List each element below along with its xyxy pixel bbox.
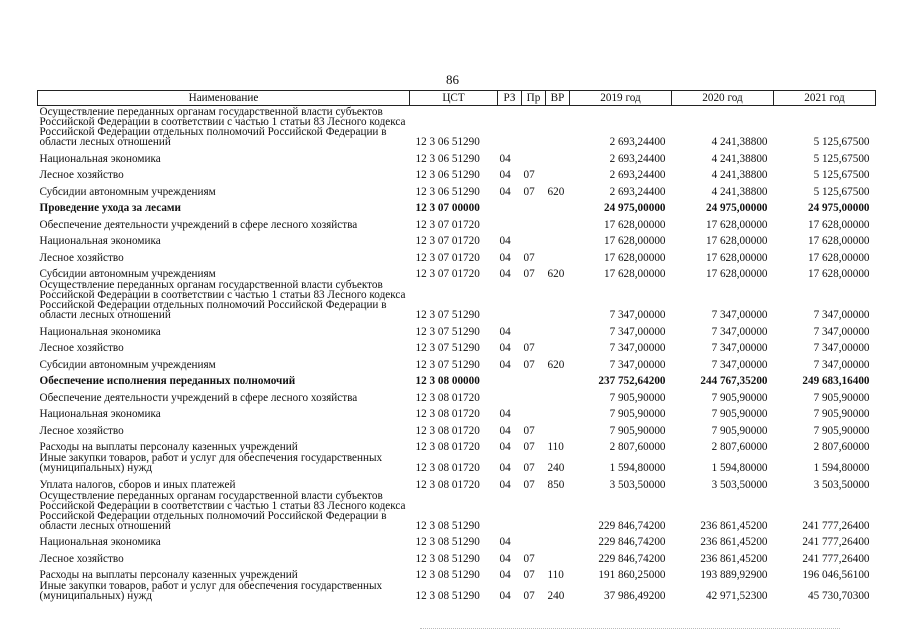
row-name: Обеспечение деятельности учреждений в сфере лесного хозяйства — [39, 391, 358, 404]
row-vr — [546, 490, 570, 531]
table-header-row — [38, 91, 876, 106]
row-rz: 04 — [499, 408, 511, 420]
row-rz: 04 — [499, 552, 511, 565]
table-row — [38, 337, 876, 354]
row-vr — [546, 320, 570, 337]
row-vr: 620 — [547, 358, 565, 371]
row-name: Обеспечение исполнения переданных полномочий — [39, 375, 296, 387]
header-rz: РЗ — [498, 91, 522, 106]
row-2019: 2 693,24400 — [609, 152, 666, 165]
row-pr — [522, 320, 546, 337]
row-name: Лесное хозяйство — [39, 424, 124, 437]
row-csr: 12 3 07 51290 — [415, 358, 480, 371]
row-2021: 5 125,67500 — [813, 136, 870, 148]
row-2020: 24 975,00000 — [705, 202, 768, 214]
row-name: Субсидии автономным учреждениям — [39, 358, 216, 371]
row-2019: 1 594,80000 — [609, 462, 666, 474]
row-name: Расходы на выплаты персоналу казенных учреждений — [39, 569, 298, 581]
row-pr: 07 — [523, 569, 535, 581]
row-name: Национальная экономика — [39, 152, 161, 165]
row-pr — [522, 403, 546, 420]
row-2019: 7 905,90000 — [609, 424, 666, 437]
row-2021: 7 905,90000 — [813, 408, 870, 420]
row-2019: 17 628,00000 — [603, 235, 666, 247]
row-rz — [498, 279, 522, 320]
row-name: Уплата налогов, сборов и иных платежей — [39, 478, 236, 491]
row-pr: 07 — [523, 268, 535, 280]
row-2021: 241 777,26400 — [802, 536, 870, 548]
row-rz: 04 — [499, 251, 511, 264]
row-2019: 2 693,24400 — [609, 169, 666, 181]
row-2020: 236 861,45200 — [700, 519, 768, 532]
row-rz — [498, 370, 522, 387]
row-csr: 12 3 06 51290 — [415, 185, 480, 198]
scan-edge-artifact — [420, 628, 840, 633]
row-vr — [546, 403, 570, 420]
header-2019: 2019 год — [570, 91, 672, 106]
row-csr: 12 3 06 51290 — [415, 136, 480, 148]
row-rz: 04 — [499, 536, 511, 548]
row-csr: 12 3 07 01720 — [415, 268, 480, 280]
row-2020: 7 905,90000 — [711, 408, 768, 420]
row-csr: 12 3 08 01720 — [415, 462, 480, 474]
row-pr: 07 — [523, 590, 535, 602]
row-name: Иные закупки товаров, работ и услуг для обеспечения государственных (муниципальных) нужд — [39, 452, 383, 474]
row-vr — [546, 386, 570, 403]
row-pr — [522, 279, 546, 320]
row-2019: 2 693,24400 — [609, 185, 666, 198]
row-vr — [546, 197, 570, 214]
table-row — [38, 473, 876, 490]
row-2019: 7 905,90000 — [609, 391, 666, 404]
row-2020: 7 347,00000 — [711, 342, 768, 354]
row-2020: 4 241,38800 — [711, 136, 768, 148]
row-vr — [546, 419, 570, 436]
budget-table — [37, 90, 876, 601]
row-vr: 110 — [547, 441, 564, 453]
row-2020: 244 767,35200 — [700, 375, 768, 387]
row-csr: 12 3 08 00000 — [415, 375, 480, 387]
page-number: 86 — [446, 72, 459, 87]
row-csr: 12 3 07 01720 — [415, 235, 480, 247]
row-2019: 229 846,74200 — [598, 536, 666, 548]
row-rz: 04 — [499, 185, 511, 198]
row-2021: 241 777,26400 — [802, 519, 870, 532]
table-row — [38, 230, 876, 247]
row-2021: 5 125,67500 — [813, 169, 870, 181]
row-rz: 04 — [499, 268, 511, 280]
row-rz: 04 — [499, 462, 511, 474]
row-2021: 7 347,00000 — [813, 342, 870, 354]
row-vr: 110 — [547, 569, 564, 581]
row-pr: 07 — [523, 478, 535, 491]
row-pr: 07 — [523, 169, 535, 181]
table-row — [38, 564, 876, 581]
row-csr: 12 3 08 51290 — [415, 519, 480, 532]
row-csr: 12 3 07 00000 — [415, 202, 480, 214]
row-pr: 07 — [523, 342, 535, 354]
row-2019: 17 628,00000 — [603, 218, 666, 231]
row-vr: 620 — [547, 268, 565, 280]
row-rz: 04 — [499, 424, 511, 437]
table-row — [38, 353, 876, 370]
row-csr: 12 3 07 01720 — [415, 218, 480, 231]
row-rz — [498, 213, 522, 230]
row-vr — [546, 531, 570, 548]
row-rz — [498, 386, 522, 403]
row-2020: 17 628,00000 — [705, 268, 768, 280]
row-rz: 04 — [499, 478, 511, 491]
row-csr: 12 3 08 01720 — [415, 441, 480, 453]
row-pr: 07 — [523, 462, 535, 474]
table-row — [38, 452, 876, 473]
row-2020: 4 241,38800 — [711, 169, 768, 181]
row-2019: 7 347,00000 — [609, 325, 666, 338]
row-name: Субсидии автономным учреждениям — [39, 185, 216, 198]
table-row — [38, 263, 876, 280]
row-2019: 7 347,00000 — [609, 342, 666, 354]
row-pr — [522, 386, 546, 403]
row-vr — [546, 279, 570, 320]
row-2019: 3 503,50000 — [609, 478, 666, 491]
row-2019: 2 693,24400 — [609, 136, 666, 148]
row-name: Осуществление переданных органам государственной власти субъектов Российской Федерации в соответствии с частью 1 статьи 83 Лесного кодекса Российской Федерации отдельных полномочий Российской Федерации в области лесных отношений — [39, 106, 406, 148]
row-csr: 12 3 07 51290 — [415, 309, 480, 321]
row-vr — [546, 213, 570, 230]
row-name: Субсидии автономным учреждениям — [39, 268, 216, 280]
row-2021: 45 730,70300 — [807, 590, 870, 602]
row-pr — [522, 230, 546, 247]
header-name: Наименование — [38, 91, 410, 106]
row-2020: 7 347,00000 — [711, 325, 768, 338]
row-2021: 7 905,90000 — [813, 424, 870, 437]
row-pr — [522, 490, 546, 531]
row-2020: 1 594,80000 — [711, 462, 768, 474]
row-name: Национальная экономика — [39, 235, 161, 247]
row-pr: 07 — [523, 552, 535, 565]
row-2020: 4 241,38800 — [711, 152, 768, 165]
row-csr: 12 3 08 01720 — [415, 391, 480, 404]
row-pr: 07 — [523, 185, 535, 198]
row-2020: 193 889,92900 — [700, 569, 768, 581]
row-2020: 236 861,45200 — [700, 552, 768, 565]
row-name: Национальная экономика — [39, 325, 161, 338]
row-2021: 17 628,00000 — [807, 251, 870, 264]
row-2020: 4 241,38800 — [711, 185, 768, 198]
row-vr — [546, 106, 570, 148]
row-vr: 850 — [547, 478, 565, 491]
table-row — [38, 490, 876, 531]
row-2021: 249 683,16400 — [802, 375, 870, 387]
row-csr: 12 3 07 01720 — [415, 251, 480, 264]
row-vr — [546, 147, 570, 164]
row-rz: 04 — [499, 441, 511, 453]
row-2021: 7 905,90000 — [813, 391, 870, 404]
row-2020: 236 861,45200 — [700, 536, 768, 548]
row-name: Лесное хозяйство — [39, 552, 124, 565]
row-2019: 191 860,25000 — [598, 569, 666, 581]
row-2021: 2 807,60000 — [813, 441, 870, 453]
row-2021: 17 628,00000 — [807, 218, 870, 231]
row-2020: 42 971,52300 — [705, 590, 768, 602]
row-rz: 04 — [499, 358, 511, 371]
row-2021: 196 046,56100 — [802, 569, 870, 581]
row-vr — [546, 547, 570, 564]
row-rz: 04 — [499, 152, 511, 165]
row-pr: 07 — [523, 441, 535, 453]
row-2020: 2 807,60000 — [711, 441, 768, 453]
table-row — [38, 370, 876, 387]
row-csr: 12 3 08 01720 — [415, 408, 480, 420]
row-2020: 3 503,50000 — [711, 478, 768, 491]
row-name: Обеспечение деятельности учреждений в сфере лесного хозяйства — [39, 218, 358, 231]
row-name: Национальная экономика — [39, 536, 161, 548]
table-body — [38, 106, 876, 602]
row-csr: 12 3 08 51290 — [415, 569, 480, 581]
row-vr — [546, 370, 570, 387]
header-2021: 2021 год — [774, 91, 876, 106]
row-2019: 37 986,49200 — [603, 590, 666, 602]
row-csr: 12 3 07 51290 — [415, 342, 480, 354]
row-name: Лесное хозяйство — [39, 251, 124, 264]
row-csr: 12 3 08 51290 — [415, 536, 480, 548]
table-row — [38, 419, 876, 436]
row-2021: 7 347,00000 — [813, 358, 870, 371]
row-2019: 7 347,00000 — [609, 358, 666, 371]
row-2021: 7 347,00000 — [813, 325, 870, 338]
table-row — [38, 531, 876, 548]
row-name: Лесное хозяйство — [39, 169, 124, 181]
row-name: Иные закупки товаров, работ и услуг для обеспечения государственных (муниципальных) нужд — [39, 580, 383, 602]
row-2021: 7 347,00000 — [813, 309, 870, 321]
row-2019: 17 628,00000 — [603, 251, 666, 264]
row-2020: 7 905,90000 — [711, 424, 768, 437]
header-2020: 2020 год — [672, 91, 774, 106]
row-2020: 17 628,00000 — [705, 235, 768, 247]
row-name: Осуществление переданных органам государственной власти субъектов Российской Федерации в соответствии с частью 1 статьи 83 Лесного кодекса Российской Федерации отдельных полномочий Российской Федерации в области лесных отношений — [39, 489, 406, 532]
row-rz — [498, 106, 522, 148]
row-2021: 3 503,50000 — [813, 478, 870, 491]
row-rz: 04 — [499, 325, 511, 338]
row-2020: 7 347,00000 — [711, 358, 768, 371]
row-2021: 1 594,80000 — [813, 462, 870, 474]
row-2020: 17 628,00000 — [705, 251, 768, 264]
row-vr: 620 — [547, 185, 565, 198]
table-row — [38, 147, 876, 164]
row-pr — [522, 213, 546, 230]
row-name: Лесное хозяйство — [39, 342, 124, 354]
row-2019: 237 752,64200 — [598, 375, 666, 387]
row-vr: 240 — [547, 462, 565, 474]
row-2019: 2 807,60000 — [609, 441, 666, 453]
row-2019: 17 628,00000 — [603, 268, 666, 280]
row-rz: 04 — [499, 235, 511, 247]
row-2020: 7 347,00000 — [711, 309, 768, 321]
table-row — [38, 197, 876, 214]
row-name: Национальная экономика — [39, 408, 161, 420]
row-csr: 12 3 08 01720 — [415, 478, 480, 491]
row-name: Расходы на выплаты персоналу казенных учреждений — [39, 441, 298, 453]
row-csr: 12 3 06 51290 — [415, 169, 480, 181]
row-rz: 04 — [499, 342, 511, 354]
row-csr: 12 3 06 51290 — [415, 152, 480, 165]
row-pr — [522, 197, 546, 214]
row-csr: 12 3 08 01720 — [415, 424, 480, 437]
table-row — [38, 320, 876, 337]
row-pr — [522, 531, 546, 548]
row-2020: 17 628,00000 — [705, 218, 768, 231]
header-csr: ЦСТ — [410, 91, 498, 106]
row-rz: 04 — [499, 569, 511, 581]
row-2019: 24 975,00000 — [603, 202, 666, 214]
row-2021: 241 777,26400 — [802, 552, 870, 565]
row-pr: 07 — [523, 358, 535, 371]
row-2019: 229 846,74200 — [598, 519, 666, 532]
row-vr — [546, 230, 570, 247]
row-2021: 24 975,00000 — [807, 202, 870, 214]
row-csr: 12 3 08 51290 — [415, 590, 480, 602]
row-2019: 7 905,90000 — [609, 408, 666, 420]
row-csr: 12 3 08 51290 — [415, 552, 480, 565]
row-2020: 7 905,90000 — [711, 391, 768, 404]
row-vr — [546, 164, 570, 181]
row-csr: 12 3 07 51290 — [415, 325, 480, 338]
table-row — [38, 580, 876, 601]
header-vr: ВР — [546, 91, 570, 106]
table-row — [38, 386, 876, 403]
table-row — [38, 436, 876, 453]
row-2019: 7 347,00000 — [609, 309, 666, 321]
row-name: Осуществление переданных органам государственной власти субъектов Российской Федерации в соответствии с частью 1 статьи 83 Лесного кодекса Российской Федерации отдельных полномочий Российской Федерации в области лесных отношений — [39, 279, 406, 321]
table-row — [38, 106, 876, 148]
row-2021: 17 628,00000 — [807, 268, 870, 280]
row-vr — [546, 246, 570, 263]
row-pr: 07 — [523, 424, 535, 437]
row-pr — [522, 106, 546, 148]
row-2021: 5 125,67500 — [813, 185, 870, 198]
row-vr: 240 — [547, 590, 565, 602]
row-2021: 17 628,00000 — [807, 235, 870, 247]
row-pr — [522, 147, 546, 164]
row-rz — [498, 197, 522, 214]
table-row — [38, 180, 876, 197]
row-pr: 07 — [523, 251, 535, 264]
row-pr — [522, 370, 546, 387]
table-row — [38, 403, 876, 420]
table-row — [38, 164, 876, 181]
row-2019: 229 846,74200 — [598, 552, 666, 565]
table-row — [38, 213, 876, 230]
header-pr: Пр — [522, 91, 546, 106]
row-rz: 04 — [499, 169, 511, 181]
table-row — [38, 279, 876, 320]
row-rz: 04 — [499, 590, 511, 602]
table-row — [38, 547, 876, 564]
row-2021: 5 125,67500 — [813, 152, 870, 165]
row-vr — [546, 337, 570, 354]
row-rz — [498, 490, 522, 531]
row-name: Проведение ухода за лесами — [39, 202, 181, 214]
table-row — [38, 246, 876, 263]
